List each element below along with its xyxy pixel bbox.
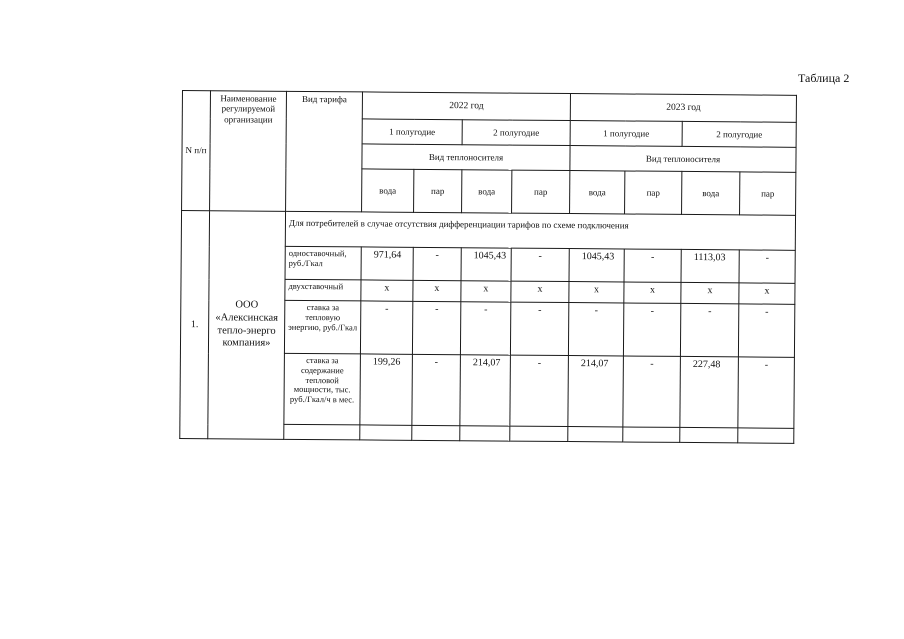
table-caption: Таблица 2 <box>798 71 850 85</box>
header-kind-water: вода <box>570 171 625 214</box>
header-2023-carrier-kind: Вид теплоносителя <box>570 146 796 173</box>
header-2022-half-1: 1 полугодие <box>362 119 462 145</box>
header-kind-steam: пар <box>740 172 796 215</box>
header-2022-carrier-kind: Вид теплоносителя <box>362 144 570 171</box>
tariff-value: х <box>681 282 739 303</box>
header-kind-steam: пар <box>512 170 570 213</box>
tariff-value: - <box>738 304 794 357</box>
tariff-label: двухставочный <box>285 279 361 301</box>
tariff-value: 214,07 <box>460 355 511 426</box>
tariff-value: - <box>624 249 681 282</box>
tariff-value: - <box>510 355 569 426</box>
tariff-value: х <box>569 282 624 303</box>
row-number: 1. <box>180 211 210 439</box>
tariff-value: - <box>623 303 680 356</box>
section-row <box>181 211 795 251</box>
header-year-2022: 2022 год <box>362 92 570 121</box>
tariff-value: - <box>413 247 461 280</box>
tariff-label: ставка за содержание тепловой мощности, тыс. руб./Гкал/ч в мес. <box>284 353 361 425</box>
tariff-value: 227,48 <box>680 356 739 427</box>
header-number: N п/п <box>182 91 211 211</box>
tariff-value: 1045,43 <box>461 248 511 281</box>
tariff-value: - <box>738 357 795 428</box>
tariff-value: 199,26 <box>360 354 413 425</box>
tariff-value: - <box>511 248 569 281</box>
header-2023-half-1: 1 полугодие <box>570 121 682 147</box>
tariff-label: ставка за тепловую энергию, руб./Гкал <box>284 300 360 354</box>
header-kind-water: вода <box>462 170 512 213</box>
header-tariff-type: Вид тарифа <box>286 91 363 212</box>
tariff-value: - <box>412 354 461 425</box>
header-kind-water: вода <box>362 169 414 212</box>
header-kind-steam: пар <box>414 169 462 212</box>
header-2022-half-2: 2 полугодие <box>462 120 570 146</box>
header-kind-water: вода <box>682 171 740 214</box>
header-2023-half-2: 2 полугодие <box>682 121 796 147</box>
section-title: Для потребителей в случае отсутствия дифференциации тарифов по схеме подключения <box>285 211 795 250</box>
tariff-table-container <box>179 90 796 444</box>
tariff-value: - <box>739 250 795 283</box>
header-year-2023: 2023 год <box>570 94 796 123</box>
header-kind-steam: пар <box>625 171 682 214</box>
tariff-value: - <box>460 302 510 355</box>
tariff-value: - <box>680 303 738 356</box>
tariff-value: 214,07 <box>568 356 624 427</box>
tariff-value: - <box>568 303 623 356</box>
header-row-years <box>182 91 796 123</box>
tariff-value: х <box>361 280 413 301</box>
tariff-value: х <box>413 280 461 301</box>
tariff-value: 1045,43 <box>569 249 624 282</box>
tariff-value: - <box>412 301 460 354</box>
header-organization: Наименование регулируемой организации <box>210 91 287 212</box>
tariff-value: - <box>623 356 681 427</box>
tariff-table <box>179 90 797 444</box>
tariff-value: - <box>510 302 568 355</box>
organization-name: ООО «Алексинская тепло-энерго компания» <box>208 211 286 440</box>
tariff-value: х <box>511 281 569 302</box>
tariff-value: - <box>360 301 412 354</box>
tariff-value: 1113,03 <box>681 249 739 282</box>
tariff-value: х <box>624 282 681 303</box>
tariff-value: 971,64 <box>361 247 413 280</box>
tariff-label: одноставочный, руб./Гкал <box>285 246 361 280</box>
tariff-value: х <box>461 281 511 302</box>
tariff-value: х <box>739 283 795 304</box>
